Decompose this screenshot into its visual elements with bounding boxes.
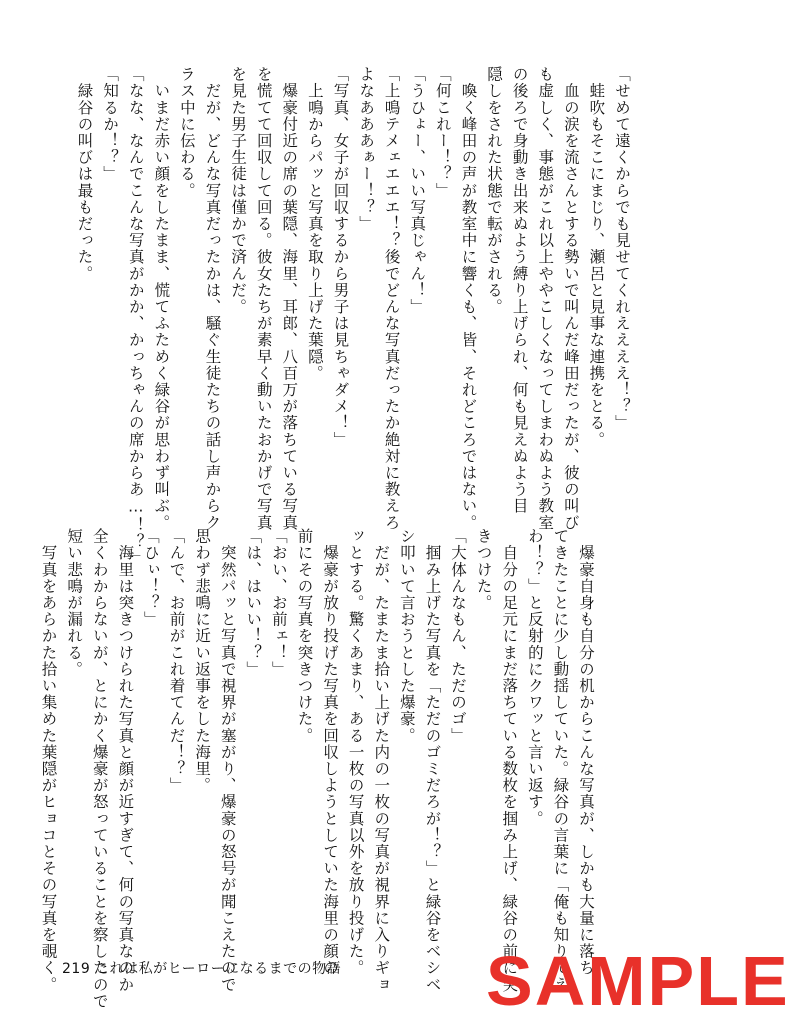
book-title: これは私がヒーローになるまでの物語 xyxy=(95,961,342,977)
text-line: を見た男子生徒は僅かで済んだ。 xyxy=(229,66,248,315)
text-line: 「何これー！？」 xyxy=(433,66,452,199)
text-line: だが、たまたま拾い上げた内の一枚の写真が視界に入りギョ xyxy=(372,528,391,993)
text-line: 蛙吹もそこにまじり、瀬呂と見事な連携をとる。 xyxy=(587,66,606,448)
text-line: の後ろで身動き出来ぬよう縛り上げられ、何も見えぬよう目 xyxy=(510,66,529,515)
text-line: わ！？」と反射的にクワッと言い返す。 xyxy=(525,528,544,827)
text-line: 隠しをされた状態で転がされる。 xyxy=(485,66,504,315)
text-line: 海里は突きつけられた写真と顔が近すぎて、何の写真なのか xyxy=(116,528,135,993)
text-line: 思わず悲鳴に近い返事をした海里。 xyxy=(193,528,212,794)
page-footer xyxy=(62,958,341,978)
text-line: ッとする。驚くあまり、ある一枚の写真以外を放り投げた。 xyxy=(346,528,365,977)
text-line: 自分の足元にまだ落ちている数枚を掴み上げ、緑谷の前に突 xyxy=(500,528,519,993)
text-line: 喚く峰田の声が教室中に響くも、皆、それどころではない。 xyxy=(459,66,478,531)
text-line: 「ひぃ！？」 xyxy=(141,528,160,628)
text-line: 爆豪が放り投げた写真を回収しようとしていた海里の顔の xyxy=(321,528,340,977)
sample-watermark: SAMPLE xyxy=(486,942,790,1020)
text-line: シ叩いて言おうとした爆豪。 xyxy=(397,528,416,744)
text-line: 全くわからないが、とにかく爆豪が怒っていることを察したので xyxy=(90,528,109,1010)
page-number: 219 xyxy=(62,961,91,977)
text-line: てきたことに少し動揺していた。緑谷の言葉に「俺も知りてえ xyxy=(551,528,570,993)
text-line: だが、どんな写真だったかは、騒ぐ生徒たちの話し声からク xyxy=(203,66,222,531)
top-text-block xyxy=(71,66,634,567)
text-line: 写真をあらかた拾い集めた葉隠がヒョコとその写真を覗く。 xyxy=(39,528,58,993)
text-line: 「なな、なんでこんな写真がかか、かっちゃんの席からあ…！？」 xyxy=(126,66,145,567)
text-line: 上鳴からパッと写真を取り上げた葉隠。 xyxy=(305,66,324,382)
text-line: 掴み上げた写真を「ただのゴミだろが！？」と緑谷をベシベ xyxy=(423,528,442,993)
text-line: も虚しく、事態がこれ以上ややこしくなってしまわぬよう教室 xyxy=(536,66,555,531)
text-line: を慌てて回収して回る。彼女たちが素早く動いたおかげで写真 xyxy=(254,66,273,531)
text-line: 前にその写真を突きつけた。 xyxy=(295,528,314,744)
text-line: 「知るか！？」 xyxy=(101,66,120,183)
text-line: 「んで、お前がこれ着てんだ！？」 xyxy=(167,528,186,794)
text-line: 「は、はいい！？」 xyxy=(244,528,263,678)
text-line: 「おい、お前ェ！」 xyxy=(269,528,288,678)
text-line: 血の涙を流さんとする勢いで叫んだ峰田だったが、彼の叫び xyxy=(561,66,580,531)
text-line: 「せめて遠くからでも見せてくれええええ！？」 xyxy=(613,66,631,432)
text-line: ラス中に伝わる。 xyxy=(177,66,196,199)
text-line: 「大体んなもん、ただのゴ」 xyxy=(449,528,468,744)
text-line: 突然パッと写真で視界が塞がり、爆豪の怒号が聞こえたので xyxy=(218,528,237,993)
text-line: よなあああぁー！？」 xyxy=(357,66,376,232)
text-line: 爆豪付近の席の葉隠、海里、耳郎、八百万が落ちている写真 xyxy=(280,66,299,531)
text-line: 「うひょー、いい写真じゃん！」 xyxy=(408,66,427,315)
text-line: きつけた。 xyxy=(474,528,493,611)
text-line: いまだ赤い顔をしたまま、慌てふためく緑谷が思わず叫ぶ。 xyxy=(152,66,171,531)
text-line: 短い悲鳴が漏れる。 xyxy=(65,528,84,678)
text-line: 「写真、女子が回収するから男子は見ちゃダメ！」 xyxy=(331,66,350,448)
text-line: 「上鳴テメェエエエ！？後でどんな写真だったか絶対に教えろ xyxy=(382,66,401,531)
text-line: 爆豪自身も自分の机からこんな写真が、しかも大量に落ち xyxy=(577,528,595,977)
text-line: 緑谷の叫びは最もだった。 xyxy=(75,66,94,282)
